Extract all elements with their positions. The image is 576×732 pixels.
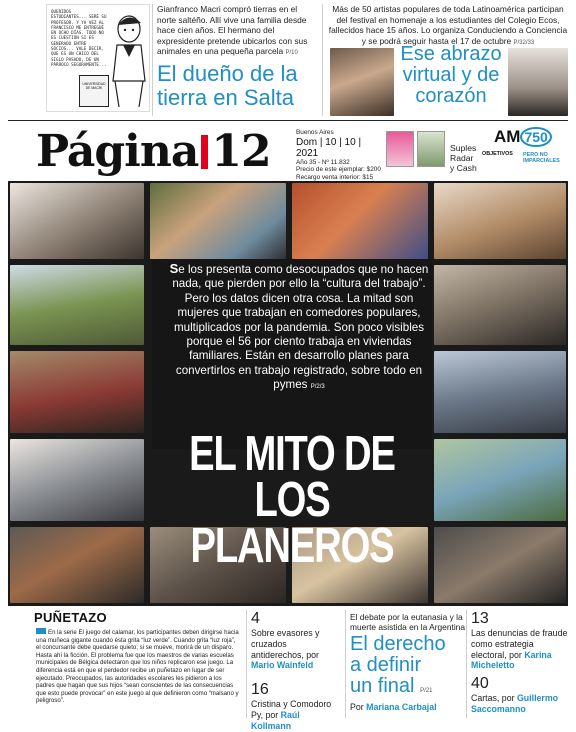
logo-number: 12 [211,126,271,177]
eutanasia-headline-line: un final [350,675,415,697]
brief-text: Sobre evasores y cruzados antiderechos, por [251,628,320,660]
punetazo-text: En la serie El juego del calamar, los participantes deben dirigirse hacia una muñeca gigante cuando ésta grita “luz verde”. Cuando grita “luz roja”, el concursante debe quedarse quieto; si se mueve, morirá de un disparo. Hasta ahí la ficción. El problema fue que los maestros de varias escuelas municipales de Bélgica detectaron que los niños replicaron ese juego. La diferencia está en que el perdedor recibe un puñetazo en lugar de ser ejecutado. Preocupados, las autoridades escolares les pidieron a los padres que hagan que sus hijos “sean conscientes de las consecuencias que esto puede provocar” en este juego al que definieron como “malsano y peligroso”. [36,629,239,705]
photo-bricks [292,183,428,259]
brief-author: Guillermo Saccomanno [471,693,559,714]
eutanasia-author: Mariana Carbajal [366,702,437,712]
brief-item[interactable] [251,628,341,671]
am750-slogan-2: PERO NO IMPARCIALES [523,152,560,165]
top-story-2-ref: P/32/33 [513,39,535,46]
briefs-col-a [251,610,341,732]
cartoon-speech: QUERIDOS ESTUDIANTES... SERÉ SU PROFESOR. Y YA VEZ AL FRANCISCO ME ENTREGUÉ EN OCHO DÍAS. TODO NO ES CUESTIÓN SI ES GENERADO ENTRE SOCIOS... VALE DECIR, QUE ES UN CHICO DEL SIGLO PASADO, DE UN PÁRROCO SEGURAMENTE... [51,9,107,67]
brief-author: Karina Micheletto [471,649,552,671]
brief-page-number: 4 [251,610,260,627]
divider [246,610,247,718]
top-story-1-headline[interactable] [157,62,315,110]
eutanasia-headline-line: a definir [350,654,422,676]
supplements-label [450,143,477,173]
supplements-line: Suples [450,143,477,153]
photo-sewing [434,265,566,345]
am-label: AM [494,127,521,146]
brief-author: Raúl Kollmann [251,709,300,731]
byline-prefix: Por [350,702,364,712]
photo-cement-mixer [434,527,566,603]
top-story-2-headline-line: virtual y de [402,64,500,86]
divider [345,610,346,718]
main-story-body: e los presenta como desocupados que no hacen nada, que pierden por ello la “cultura del trabajo”. Pero los datos dicen otra cosa. La mitad son mujeres que trabajan en comedores populares, multiplicados por la pandemia. Son poco visibles porque el 56 por ciento trabaja en viviendas familiares. Están en desarrollo planes para convertirlos en trabajo registrado, sobre todo en pymes [172,263,429,392]
top-story-1-headline-line: tierra en Salta [157,85,294,110]
photo-street-vendors [10,351,144,433]
rule [8,120,568,121]
main-story-ref: P/2/3 [310,384,325,391]
eutanasia-kicker: El debate por la eutanasia y la muerte asistida en la Argentina [350,612,465,632]
brief-text: Las denuncias de fraude como estrategia electoral, por [471,628,568,660]
brief-item[interactable] [471,693,571,715]
cash-supplement-cover[interactable] [417,131,445,167]
top-story-2-headline-line: corazón [415,85,487,107]
issue-surcharge: Recargo venta interior: $15 [296,173,374,181]
brief-page-number: 16 [251,681,269,699]
photo-worker-painting [10,183,144,259]
issue-price: Precio de este ejemplar: $200 [296,166,381,174]
divider [152,4,153,116]
masthead-logo[interactable] [36,126,271,177]
photo-construction-wall [434,183,566,259]
photo-comedor-cooking [150,183,286,259]
issue-date: Dom | 10 | 10 | 2021 [296,136,362,159]
top-story-2-body: Más de 50 artistas populares de toda Latinoamérica participan del festival en homenaje a los estudiantes del Colegio Ecos, fallecidos hace 15 años. Lo organiza Conduciendo a Conciencia y se podrá seguir hasta el 17 de octubre [328,4,568,46]
cartoon-drawing [105,11,149,111]
top-story-1-summary [157,4,315,59]
cartoon [46,4,150,112]
eutanasia-headline-line: El derecho [350,633,446,655]
brief-author: Mario Wainfeld [251,660,314,671]
punetazo-body [36,628,240,705]
radar-supplement-cover[interactable] [386,131,414,167]
cartoon-podium-sign: UNIVERSIDAD DE MACRI [82,82,106,90]
supplements-line: y Cash [450,163,477,173]
main-headline[interactable] [183,427,401,573]
photo-kitchen-workers [10,439,144,521]
am750-slogan [482,151,513,157]
main-story-dropcap: S [169,261,179,276]
main-headline-line: LOS PLANEROS [190,473,394,573]
photo-street-sweeping [10,265,144,345]
slogan-part: OBJETIVOS [482,151,513,157]
logo-bar [201,135,208,169]
issue-number: Año 35 - Nº 11.832 [296,158,350,166]
eutanasia-headline [350,634,466,702]
punetazo-badge [36,628,46,634]
divider [466,610,467,718]
eutanasia-story[interactable] [350,612,466,713]
brief-text: Cristina y Comodoro Py, por [251,699,332,720]
main-story-text [166,262,432,395]
top-story-2-photo-left [330,48,394,116]
punetazo-title[interactable]: PUÑETAZO [34,610,107,625]
am750-logo[interactable] [494,127,552,147]
top-story-1-headline-line: El dueño de la [157,61,298,86]
photo-cooperative-workers [434,351,566,433]
logo-word: Página [36,126,199,177]
brief-page-number: 13 [471,610,489,627]
brief-page-number: 40 [471,675,489,693]
issue-city: Buenos Aires [296,129,334,136]
brief-item[interactable] [251,699,341,731]
top-story-2-photo-right [508,48,568,116]
briefs-col-c [471,610,571,715]
cartoon-podium [79,75,109,107]
am-frequency: 750 [520,127,551,147]
photo-workshop [10,527,144,603]
issue-info [296,129,386,189]
photo-park-workers [434,439,566,521]
eutanasia-ref: P/21 [420,688,433,694]
main-headline-line: EL MITO DE [189,427,395,481]
brief-text: Cartas, por [471,693,515,704]
photo-grid [8,181,568,606]
top-story-1-body: Gianfranco Macri compró tierras en el norte saltéño. Allí vive una familia desde hace cien años. El hermano del expresidente pretende ubicarlos con sus animales en una pequeña parcela [157,4,308,57]
top-story-2-summary [328,4,568,48]
top-story-1-ref: P/10 [285,50,298,57]
top-story-2-headline-line: Ese abrazo [400,43,502,65]
top-story-2-headline[interactable] [396,44,506,107]
divider [322,4,323,116]
supplements-line: Radar [450,153,474,163]
brief-item[interactable] [471,628,571,671]
